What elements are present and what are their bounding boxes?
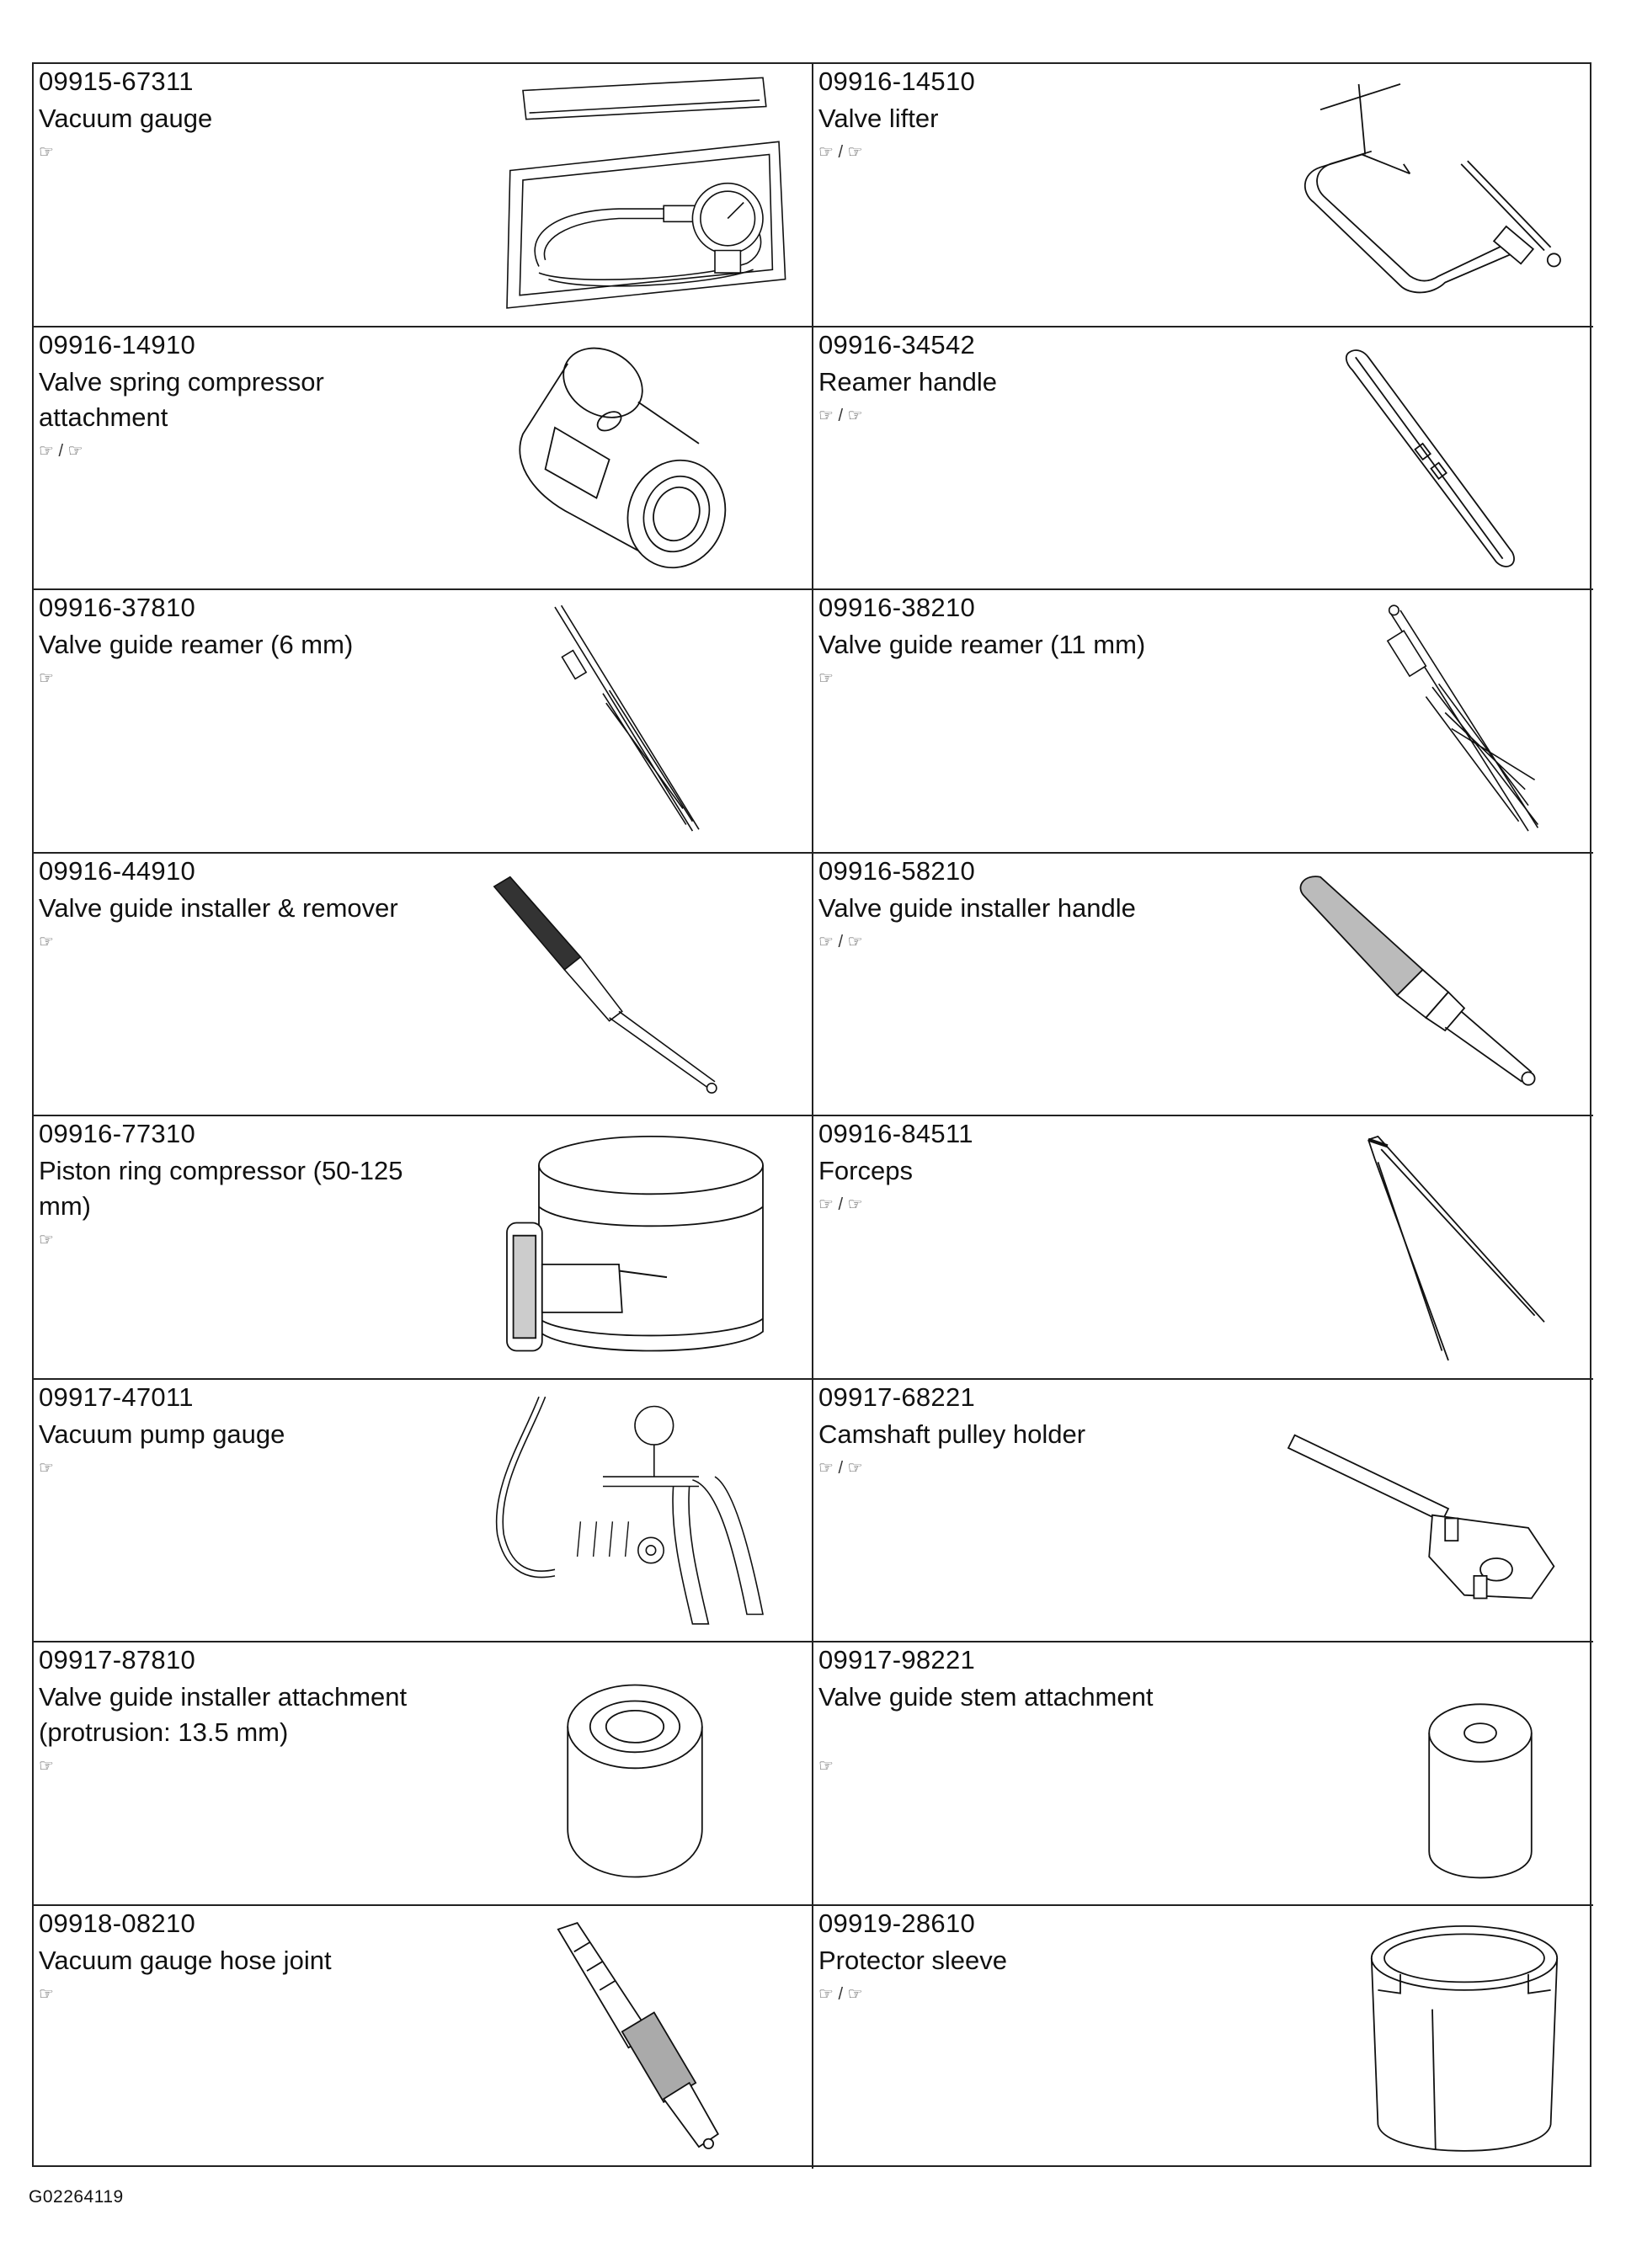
protector-sleeve-icon bbox=[1256, 1914, 1576, 2159]
tool-cell bbox=[813, 1380, 1593, 1643]
part-number: 09916-44910 bbox=[39, 855, 196, 886]
page-reference[interactable]: ☞ bbox=[39, 143, 54, 162]
tool-cell bbox=[813, 327, 1593, 591]
page-reference[interactable]: ☞ bbox=[39, 932, 54, 951]
reamer-handle-icon bbox=[1256, 336, 1576, 580]
tool-description: Valve guide reamer (6 mm) bbox=[39, 630, 354, 659]
tool-cell bbox=[34, 327, 813, 591]
tool-description: Camshaft pulley holder bbox=[818, 1419, 1086, 1449]
forceps-icon bbox=[1256, 1125, 1576, 1369]
fluted-reamer-icon bbox=[1256, 599, 1576, 843]
compressor-attachment-icon bbox=[475, 336, 795, 580]
tool-description: Valve guide installer & remover bbox=[39, 892, 398, 923]
part-number: 09916-77310 bbox=[39, 1119, 196, 1148]
thin-reamer-icon bbox=[475, 599, 795, 843]
tool-description: Vacuum gauge bbox=[39, 104, 213, 133]
tool-description: Valve guide installer attachment (protrusion: 13.5 mm) bbox=[39, 1682, 408, 1747]
tool-description: Reamer handle bbox=[818, 366, 997, 397]
part-number: 09916-34542 bbox=[818, 329, 976, 359]
part-number: 09917-68221 bbox=[818, 1382, 976, 1412]
vacuum-pump-icon bbox=[475, 1388, 795, 1632]
page-reference[interactable]: ☞ bbox=[39, 1458, 54, 1477]
hose-joint-icon bbox=[475, 1914, 795, 2159]
tool-description: Piston ring compressor (50-125 mm) bbox=[39, 1156, 403, 1221]
tool-cell bbox=[813, 854, 1593, 1117]
tool-cell bbox=[813, 1642, 1593, 1906]
page-reference[interactable]: ☞ bbox=[818, 669, 834, 688]
page-reference[interactable]: ☞ / ☞ bbox=[39, 441, 83, 461]
tool-cell bbox=[34, 1380, 813, 1643]
page-reference[interactable]: ☞ / ☞ bbox=[818, 143, 863, 162]
page-reference[interactable]: ☞ bbox=[39, 669, 54, 688]
part-number: 09916-14910 bbox=[39, 329, 196, 359]
page-reference[interactable]: ☞ bbox=[39, 1984, 54, 2004]
page-reference[interactable]: ☞ / ☞ bbox=[818, 1458, 863, 1477]
installer-handle-icon bbox=[1256, 862, 1576, 1106]
tool-cell bbox=[34, 64, 813, 327]
guide-installer-rod-icon bbox=[475, 862, 795, 1106]
tool-cell bbox=[34, 854, 813, 1117]
part-number: 09917-47011 bbox=[39, 1382, 194, 1412]
tool-cell bbox=[34, 590, 813, 854]
part-number: 09918-08210 bbox=[39, 1908, 196, 1938]
stem-attachment-icon bbox=[1256, 1651, 1576, 1895]
tool-description: Valve spring compressor attachment bbox=[39, 366, 324, 432]
page-reference[interactable]: ☞ / ☞ bbox=[818, 932, 863, 951]
vacuum-gauge-case-icon bbox=[475, 72, 795, 317]
piston-ring-compressor-icon bbox=[475, 1125, 795, 1369]
part-number: 09917-98221 bbox=[818, 1645, 976, 1674]
part-number: 09916-58210 bbox=[818, 855, 976, 886]
page-reference[interactable]: ☞ / ☞ bbox=[818, 1984, 863, 2004]
special-tools-table bbox=[32, 62, 1591, 2167]
tool-description: Vacuum gauge hose joint bbox=[39, 1945, 332, 1975]
figure-code: G02264119 bbox=[29, 2187, 124, 2207]
part-number: 09916-37810 bbox=[39, 593, 196, 622]
tool-cell bbox=[34, 1116, 813, 1380]
part-number: 09917-87810 bbox=[39, 1645, 196, 1674]
tool-description: Valve guide reamer (11 mm) bbox=[818, 630, 1146, 659]
page-reference[interactable]: ☞ / ☞ bbox=[818, 1195, 863, 1214]
page-reference[interactable]: ☞ bbox=[39, 1757, 54, 1776]
part-number: 09915-67311 bbox=[39, 67, 194, 96]
tool-cell bbox=[813, 1116, 1593, 1380]
page-reference[interactable]: ☞ bbox=[39, 1231, 54, 1249]
tool-description: Valve lifter bbox=[818, 104, 939, 133]
tool-cell bbox=[813, 64, 1593, 327]
part-number: 09919-28610 bbox=[818, 1908, 976, 1938]
page-reference[interactable]: ☞ bbox=[818, 1757, 834, 1776]
tool-cell bbox=[813, 590, 1593, 854]
tool-cell bbox=[34, 1906, 813, 2170]
tool-description: Vacuum pump gauge bbox=[39, 1419, 285, 1449]
pulley-holder-icon bbox=[1256, 1388, 1576, 1632]
valve-lifter-clamp-icon bbox=[1256, 72, 1576, 317]
page-reference[interactable]: ☞ / ☞ bbox=[818, 406, 863, 425]
tool-description: Protector sleeve bbox=[818, 1945, 1007, 1975]
tool-cell bbox=[813, 1906, 1593, 2170]
tool-description: Valve guide stem attachment bbox=[818, 1682, 1154, 1712]
tool-cell bbox=[34, 1642, 813, 1906]
part-number: 09916-14510 bbox=[818, 67, 976, 96]
installer-attachment-icon bbox=[475, 1651, 795, 1895]
tool-description: Forceps bbox=[818, 1156, 913, 1185]
part-number: 09916-84511 bbox=[818, 1119, 973, 1148]
tool-description: Valve guide installer handle bbox=[818, 892, 1136, 923]
part-number: 09916-38210 bbox=[818, 593, 976, 622]
